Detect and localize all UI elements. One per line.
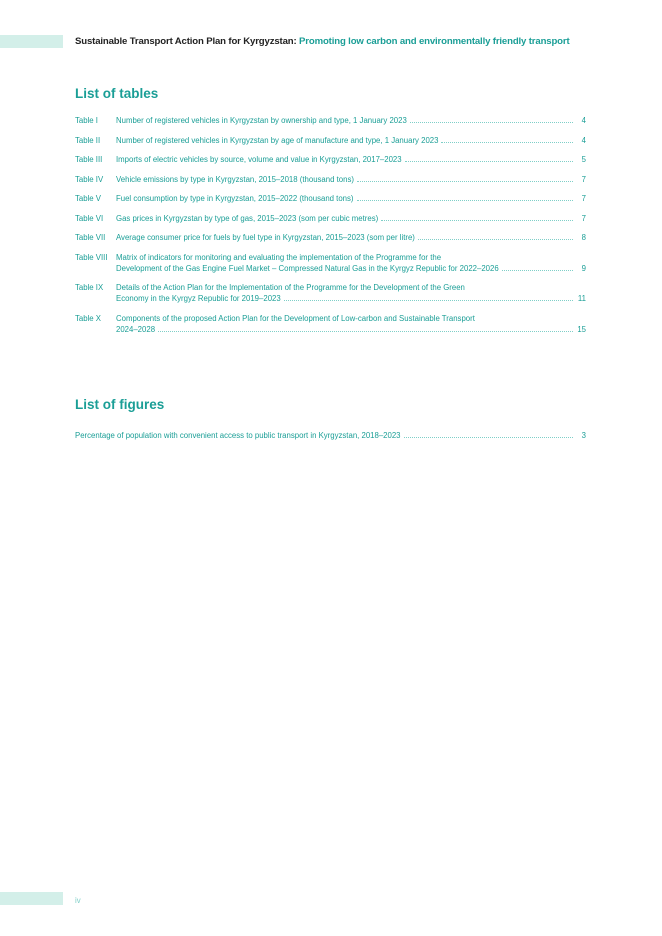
toc-table-entry-1[interactable] [75, 115, 586, 126]
toc-entry-title-line1: Details of the Action Plan for the Implementation of the Programme for the Development of the Green [116, 283, 465, 292]
figures-list [75, 430, 586, 450]
header-accent-band [0, 35, 63, 48]
toc-entry-title: Number of registered vehicles in Kyrgyzstan by ownership and type, 1 January 2023 [116, 116, 407, 125]
toc-table-entry-4[interactable] [75, 174, 586, 185]
toc-figure-entry-1[interactable] [75, 430, 586, 441]
toc-entry-page: 8 [581, 233, 586, 242]
toc-table-entry-2[interactable] [75, 135, 586, 146]
tables-list [75, 115, 586, 343]
toc-entry-title: Percentage of population with convenient access to public transport in Kyrgyzstan, 2018–2023 [75, 431, 401, 440]
toc-leader-dots [381, 220, 573, 221]
toc-leader-dots [502, 270, 573, 271]
toc-table-entry-6[interactable] [75, 213, 586, 224]
toc-entry-page: 11 [577, 294, 586, 303]
toc-entry-label: Table IV [75, 174, 104, 184]
toc-leader-dots [441, 142, 573, 143]
toc-table-entry-8[interactable] [75, 252, 586, 274]
page-number: iv [75, 896, 81, 905]
toc-entry-page: 5 [581, 155, 586, 164]
toc-entry-label: Table I [75, 116, 98, 125]
toc-entry-label: Table IX [75, 283, 104, 292]
toc-entry-page: 7 [581, 174, 586, 184]
toc-entry-title-line2: Economy in the Kyrgyz Republic for 2019–2023 [116, 294, 281, 303]
toc-entry-page: 4 [581, 116, 586, 125]
toc-table-entry-10[interactable] [75, 313, 586, 335]
toc-entry-page: 7 [581, 213, 586, 223]
toc-leader-dots [357, 200, 573, 201]
toc-leader-dots [404, 437, 573, 438]
toc-table-entry-7[interactable] [75, 232, 586, 243]
toc-table-entry-3[interactable] [75, 154, 586, 165]
toc-entry-page: 15 [577, 324, 586, 334]
toc-entry-title-line1: Matrix of indicators for monitoring and evaluating the implementation of the Programme for the [116, 252, 442, 262]
toc-entry-label: Table VII [75, 233, 106, 242]
toc-entry-page: 7 [581, 194, 586, 203]
toc-leader-dots [357, 181, 573, 182]
toc-entry-title: Vehicle emissions by type in Kyrgyzstan, 2015–2018 (thousand tons) [116, 174, 354, 184]
toc-entry-label: Table X [75, 313, 102, 323]
toc-entry-title: Number of registered vehicles in Kyrgyzstan by age of manufacture and type, 1 January 2023 [116, 135, 439, 145]
list-of-figures-heading: List of figures [75, 397, 165, 412]
toc-entry-label: Table VIII [75, 252, 108, 262]
toc-leader-dots [405, 161, 573, 162]
toc-entry-label: Table III [75, 155, 103, 164]
toc-entry-title-line2: Development of the Gas Engine Fuel Market – Compressed Natural Gas in the Kyrgyz Republic for 2022–2026 [116, 263, 499, 273]
toc-table-entry-5[interactable] [75, 193, 586, 204]
footer-accent-band [0, 892, 63, 905]
header-title-main: Sustainable Transport Action Plan for Kyrgyzstan: [75, 36, 297, 47]
toc-entry-label: Table V [75, 194, 102, 203]
toc-leader-dots [284, 300, 573, 301]
toc-entry-page: 3 [581, 431, 586, 440]
toc-entry-title: Fuel consumption by type in Kyrgyzstan, 2015–2022 (thousand tons) [116, 194, 354, 203]
toc-entry-title: Average consumer price for fuels by fuel type in Kyrgyzstan, 2015–2023 (som per litre) [116, 233, 415, 242]
header-title-subtitle: Promoting low carbon and environmentally friendly transport [299, 36, 570, 47]
running-header [75, 35, 595, 48]
list-of-tables-heading: List of tables [75, 86, 159, 101]
toc-entry-page: 9 [581, 263, 586, 273]
toc-entry-title: Gas prices in Kyrgyzstan by type of gas, 2015–2023 (som per cubic metres) [116, 213, 379, 223]
toc-entry-title-line1: Components of the proposed Action Plan for the Development of Low-carbon and Sustainable Transport [116, 313, 475, 323]
toc-entry-title: Imports of electric vehicles by source, volume and value in Kyrgyzstan, 2017–2023 [116, 155, 402, 164]
toc-entry-page: 4 [581, 135, 586, 145]
toc-table-entry-9[interactable] [75, 282, 586, 304]
toc-entry-label: Table II [75, 135, 101, 145]
toc-entry-label: Table VI [75, 213, 104, 223]
toc-leader-dots [418, 239, 573, 240]
toc-leader-dots [158, 331, 573, 332]
toc-entry-title-line2: 2024–2028 [116, 324, 156, 334]
toc-leader-dots [410, 122, 573, 123]
